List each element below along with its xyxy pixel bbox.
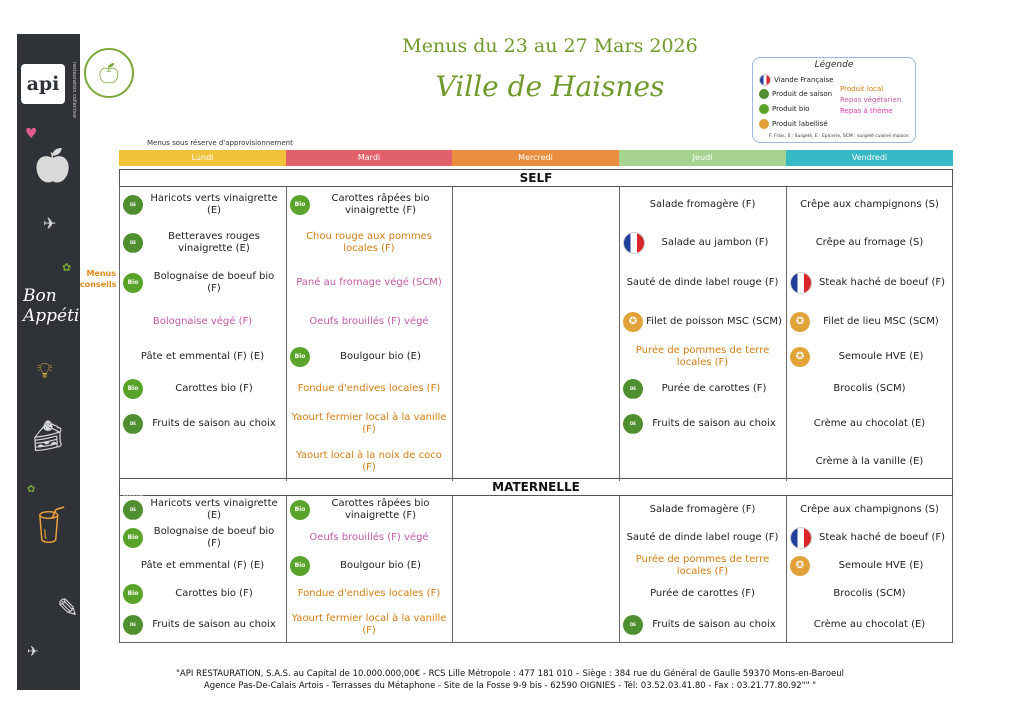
dish-name: Purée de carottes (F) [661, 383, 767, 394]
section-self: SELF [119, 169, 953, 187]
dish-name: Fruits de saison au choix [652, 619, 776, 630]
french-flag-icon [623, 232, 645, 254]
dish-name: Filet de lieu MSC (SCM) [823, 316, 939, 327]
column-divider [786, 187, 787, 481]
footer [160, 668, 860, 692]
dish-name: Carottes râpées bio vinaigrette (F) [331, 193, 430, 216]
self_rows-cell [786, 223, 953, 263]
day-header-3: Jeudi [619, 150, 786, 166]
quality-seal-icon: 🍏︎ [84, 48, 134, 98]
mat_rows-cell [619, 580, 786, 608]
dish-name: Bolognaise de boeuf bio (F) [153, 271, 275, 294]
self_rows-cell [119, 303, 286, 341]
dish-name: Carottes bio (F) [175, 383, 253, 394]
dish-name: Crêpe aux champignons (S) [800, 199, 939, 210]
column-divider [952, 187, 953, 481]
legend-item-label: Produit labellisé [759, 119, 828, 129]
dish-name: Fruits de saison au choix [652, 418, 776, 429]
label-icon: ✪ [623, 312, 643, 332]
mat_rows-cell [286, 552, 452, 580]
self_rows-cell [286, 263, 452, 303]
dish-name: Semoule HVE (E) [838, 560, 924, 571]
self_rows-cell [786, 443, 953, 481]
footer-line1: "API RESTAURATION, S.A.S. au Capital de 10.000.000,00€ - RCS Lille Métropole : 477 181 010 – Siège : 384 rue du Général de Gaulle 59370 Mons-en-Baroeul [175, 669, 844, 679]
drink-icon: 🥤︎ [29, 505, 75, 546]
self_rows-cell [286, 373, 452, 405]
self_rows-cell [119, 373, 286, 405]
self_rows-cell [619, 303, 786, 341]
mat_rows-cell [619, 552, 786, 580]
flower-icon: ✿ [27, 484, 36, 495]
legend-title: Légende [814, 60, 854, 70]
label-icon: ✪ [790, 556, 810, 576]
dish-name: Purée de pommes de terre locales (F) [635, 345, 770, 368]
self_rows-cell [786, 187, 953, 223]
legend-item-saison: Produit de saison [759, 89, 832, 99]
slogan-line2: Appétit [23, 306, 87, 326]
dish-name: Yaourt local à la noix de coco (F) [296, 450, 442, 473]
section-maternelle: MATERNELLE [119, 478, 953, 496]
self_rows-cell [619, 341, 786, 373]
dish-name: Purée de pommes de terre locales (F) [635, 554, 770, 577]
self_rows-cell [786, 373, 953, 405]
organic-icon: Bio [123, 528, 143, 548]
dish-name: Pâte et emmental (F) (E) [140, 560, 265, 571]
mat_rows-cell [786, 552, 953, 580]
dish-name: Purée de carottes (F) [650, 588, 755, 599]
organic-icon: Bio [123, 584, 143, 604]
organic-icon: Bio [123, 273, 143, 293]
seasonal-product-icon [759, 89, 769, 99]
mat_rows-cell [286, 608, 452, 642]
dish-name: Carottes râpées bio vinaigrette (F) [331, 498, 430, 521]
mat_rows-cell [786, 580, 953, 608]
menus-conseils-label: Menus conseils [80, 269, 117, 289]
self_rows-cell [786, 341, 953, 373]
self_rows-cell [619, 263, 786, 303]
column-divider [452, 496, 453, 642]
supply-disclaimer: Menus sous réserve d'approvisionnement [147, 139, 293, 147]
column-divider [119, 187, 120, 481]
dish-name: Bolognaise de boeuf bio (F) [153, 526, 275, 549]
self_rows-cell [119, 187, 286, 223]
self_rows-cell [286, 443, 452, 481]
dish-name: Yaourt fermier local à la vanille (F) [291, 412, 447, 435]
mat_rows-cell [786, 608, 953, 642]
mat_rows-cell [286, 496, 452, 524]
day-header-0: Lundi [119, 150, 286, 166]
paper-plane-icon-2: ✈ [27, 644, 39, 660]
self_rows-cell [786, 263, 953, 303]
dish-name: Boulgour bio (E) [340, 560, 421, 571]
dish-name: Steak haché de boeuf (F) [818, 532, 946, 543]
dish-name: Steak haché de boeuf (F) [818, 277, 946, 288]
self_rows-cell [619, 405, 786, 443]
column-divider [952, 496, 953, 642]
self_rows-cell [286, 223, 452, 263]
seasonal-product-icon: PRODUIT DE SAISON [122, 409, 144, 438]
dish-name: Betteraves rouges vinaigrette (E) [168, 231, 260, 254]
dish-name: Sauté de dinde label rouge (F) [626, 532, 779, 543]
column-divider [452, 187, 453, 481]
day-header-4: Vendredi [786, 150, 953, 166]
self_rows-cell [619, 187, 786, 223]
dish-name: Crème au chocolat (E) [813, 418, 926, 429]
legend-note: F: Frais, S : Surgelé, E : Epicerie, SCM : surgelé cuisiné maison [769, 134, 909, 139]
mat_rows-cell [286, 580, 452, 608]
self_rows-cell [286, 341, 452, 373]
mat_rows-cell [786, 524, 953, 552]
self_rows-cell [119, 223, 286, 263]
dish-name: Brocolis (SCM) [833, 383, 906, 394]
dish-name: Semoule HVE (E) [838, 351, 924, 362]
dish-name: Crème à la vanille (E) [815, 456, 924, 467]
organic-icon: Bio [290, 556, 310, 576]
heart-icon: ♥ [25, 126, 38, 142]
column-divider [286, 187, 287, 481]
organic-icon: Bio [290, 500, 310, 520]
label-icon: ✪ [790, 312, 810, 332]
dish-name: Fruits de saison au choix [152, 418, 276, 429]
seasonal-product-icon: PRODUIT DE SAISON [122, 495, 144, 524]
dish-name: Crème au chocolat (E) [813, 619, 926, 630]
dish-name: Pané au fromage végé (SCM) [296, 277, 442, 288]
seasonal-product-icon: PRODUIT DE SAISON [122, 228, 144, 257]
legend-theme: Repas à thème [840, 107, 893, 115]
self_rows-cell [286, 405, 452, 443]
api-logo: api [21, 64, 65, 104]
legend-local: Produit local [840, 85, 884, 93]
sidebar-decoration [17, 34, 87, 690]
seasonal-product-icon: PRODUIT DE SAISON [622, 374, 644, 403]
column-divider [286, 496, 287, 642]
dish-name: Salade au jambon (F) [661, 237, 769, 248]
self_rows-cell [119, 263, 286, 303]
mat_rows-cell [119, 552, 286, 580]
dish-name: Oeufs brouillés (F) végé [309, 532, 429, 543]
dish-name: Yaourt fermier local à la vanille (F) [291, 613, 447, 636]
mat_rows-cell [619, 524, 786, 552]
organic-icon: Bio [290, 347, 310, 367]
bon-appetit-slogan [23, 286, 86, 326]
menu-table [119, 150, 953, 664]
pencil-icon: ✎ [57, 594, 79, 624]
dish-name: Sauté de dinde label rouge (F) [626, 277, 779, 288]
dish-name: Bolognaise végé (F) [152, 316, 253, 327]
dish-name: Oeufs brouillés (F) végé [309, 316, 429, 327]
dish-name: Boulgour bio (E) [340, 351, 421, 362]
dish-name: Salade fromagère (F) [649, 199, 756, 210]
dish-name: Filet de poisson MSC (SCM) [646, 316, 782, 327]
column-divider [119, 496, 120, 642]
dish-name: Crêpe aux champignons (S) [800, 504, 939, 515]
mat_rows-cell [119, 608, 286, 642]
self_rows-cell [119, 405, 286, 443]
seasonal-product-icon: PRODUIT DE SAISON [122, 610, 144, 639]
legend-item-bio: Produit bio [759, 104, 810, 114]
label-icon [759, 119, 769, 129]
day-header-1: Mardi [286, 150, 452, 166]
footer-line2: Agence Pas-De-Calais Artois - Terrasses du Métaphone - Site de la Fosse 9-9 bis - 62590 OIGNIES - Tél: 03.52.03.41.80 - Fax : 03.21.77.80.92"" " [203, 681, 817, 691]
slogan-line1: Bon [23, 286, 57, 306]
dish-name: Fruits de saison au choix [152, 619, 276, 630]
dish-name: Haricots verts vinaigrette (E) [150, 498, 278, 521]
column-divider [786, 496, 787, 642]
organic-icon: Bio [123, 379, 143, 399]
mat_rows-cell [786, 496, 953, 524]
column-divider [619, 187, 620, 481]
mat_rows-cell [619, 496, 786, 524]
french-flag-icon [790, 527, 812, 549]
dish-name: Fondue d'endives locales (F) [297, 383, 441, 394]
column-divider [619, 496, 620, 642]
dish-name: Haricots verts vinaigrette (E) [150, 193, 278, 216]
mat_rows-cell [619, 608, 786, 642]
french-flag-icon [759, 74, 771, 86]
self_rows-cell [619, 223, 786, 263]
organic-icon [759, 104, 769, 114]
table-bottom [119, 642, 953, 643]
french-flag-icon [790, 272, 812, 294]
self_rows-cell [786, 303, 953, 341]
organic-icon: Bio [290, 195, 310, 215]
dish-name: Carottes bio (F) [175, 588, 253, 599]
self_rows-cell [619, 373, 786, 405]
self_rows-cell [119, 341, 286, 373]
dish-name: Brocolis (SCM) [833, 588, 906, 599]
label-icon: ✪ [790, 347, 810, 367]
seasonal-product-icon: PRODUIT DE SAISON [122, 190, 144, 219]
mat_rows-cell [119, 524, 286, 552]
self_rows-cell [786, 405, 953, 443]
dish-name: Pâte et emmental (F) (E) [140, 351, 265, 362]
city-name: Ville de Haisnes [435, 70, 665, 103]
mat_rows-cell [119, 496, 286, 524]
cake-icon: 🍰︎ [29, 419, 68, 454]
menu-title: Menus du 23 au 27 Mars 2026 [402, 35, 698, 57]
legend-vege: Repas végétarien [840, 96, 902, 104]
seasonal-product-icon: PRODUIT DE SAISON [622, 409, 644, 438]
legend-box [752, 57, 916, 143]
dish-name: Chou rouge aux pommes locales (F) [306, 231, 432, 254]
dish-name: Fondue d'endives locales (F) [297, 588, 441, 599]
logo-subtitle: restauration collective [71, 62, 77, 118]
gear-icon: ✿ [62, 261, 72, 274]
dish-name: Salade fromagère (F) [649, 504, 756, 515]
self_rows-cell [286, 187, 452, 223]
seasonal-product-icon: PRODUIT DE SAISON [622, 610, 644, 639]
legend-item-viande: Viande Française [759, 74, 833, 86]
dish-name: Crêpe au fromage (S) [815, 237, 924, 248]
mat_rows-cell [119, 580, 286, 608]
day-header-2: Mercredi [452, 150, 619, 166]
paper-plane-icon: ✈ [43, 214, 57, 233]
lightbulb-icon: 💡︎ [37, 359, 53, 384]
apple-icon: 🍎︎ [31, 146, 75, 186]
self_rows-cell [286, 303, 452, 341]
mat_rows-cell [286, 524, 452, 552]
